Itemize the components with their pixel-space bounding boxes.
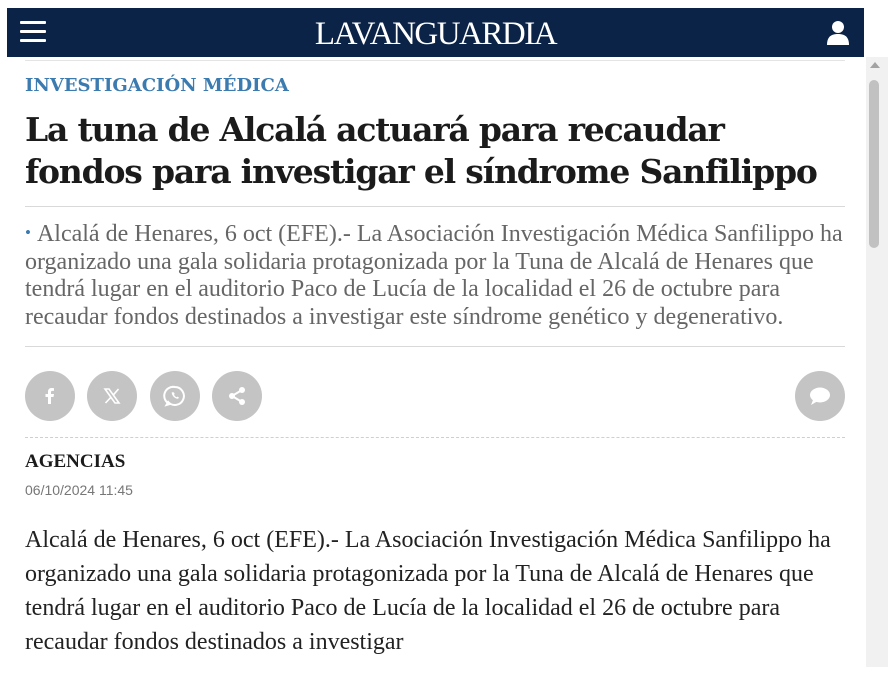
divider: [25, 60, 845, 61]
scroll-up-arrow-icon[interactable]: [870, 62, 880, 68]
divider: [25, 206, 845, 207]
share-whatsapp-button[interactable]: [150, 371, 200, 421]
comments-button[interactable]: [795, 371, 845, 421]
article-body: Alcalá de Henares, 6 oct (EFE).- La Asociación Investigación Médica Sanfilippo ha organizado una gala solidaria protagonizada por la Tuna de Alcalá de Henares que tendrá lugar en el auditorio Paco de Lucía de la localidad el 26 de octubre para recaudar fondos destinados a investigar: [25, 527, 831, 655]
scrollbar-thumb[interactable]: [869, 80, 879, 248]
whatsapp-icon: [163, 384, 187, 408]
article-headline: La tuna de Alcalá actuará para recaudar fondos para investigar el síndrome Sanfilippo: [25, 110, 817, 191]
share-icon: [226, 385, 248, 407]
section-label[interactable]: INVESTIGACIÓN MÉDICA: [25, 75, 289, 96]
article-summary: [25, 219, 845, 331]
divider: [25, 437, 845, 438]
x-icon: [102, 386, 122, 406]
user-icon[interactable]: [826, 20, 850, 46]
article: [25, 60, 845, 683]
share-more-button[interactable]: [212, 371, 262, 421]
site-header: [7, 8, 864, 57]
facebook-icon: [40, 386, 60, 406]
article-author[interactable]: AGENCIAS: [25, 451, 126, 472]
article-date: 06/10/2024 11:45: [25, 482, 133, 498]
share-x-button[interactable]: [87, 371, 137, 421]
summary-text: Alcalá de Henares, 6 oct (EFE).- La Asociación Investigación Médica Sanfilippo ha organizado una gala solidaria protagonizada por la Tuna de Alcalá de Henares que tendrá lugar en el auditorio Paco de Lucía de la localidad el 26 de octubre para recaudar fondos destinados a investigar este síndrome genético y degenerativo.: [25, 221, 843, 330]
site-logo[interactable]: LAVANGUARDIA: [314, 16, 557, 52]
share-bar: [25, 347, 845, 437]
bullet-icon: •: [25, 223, 31, 242]
comment-icon: [808, 385, 832, 407]
share-facebook-button[interactable]: [25, 371, 75, 421]
